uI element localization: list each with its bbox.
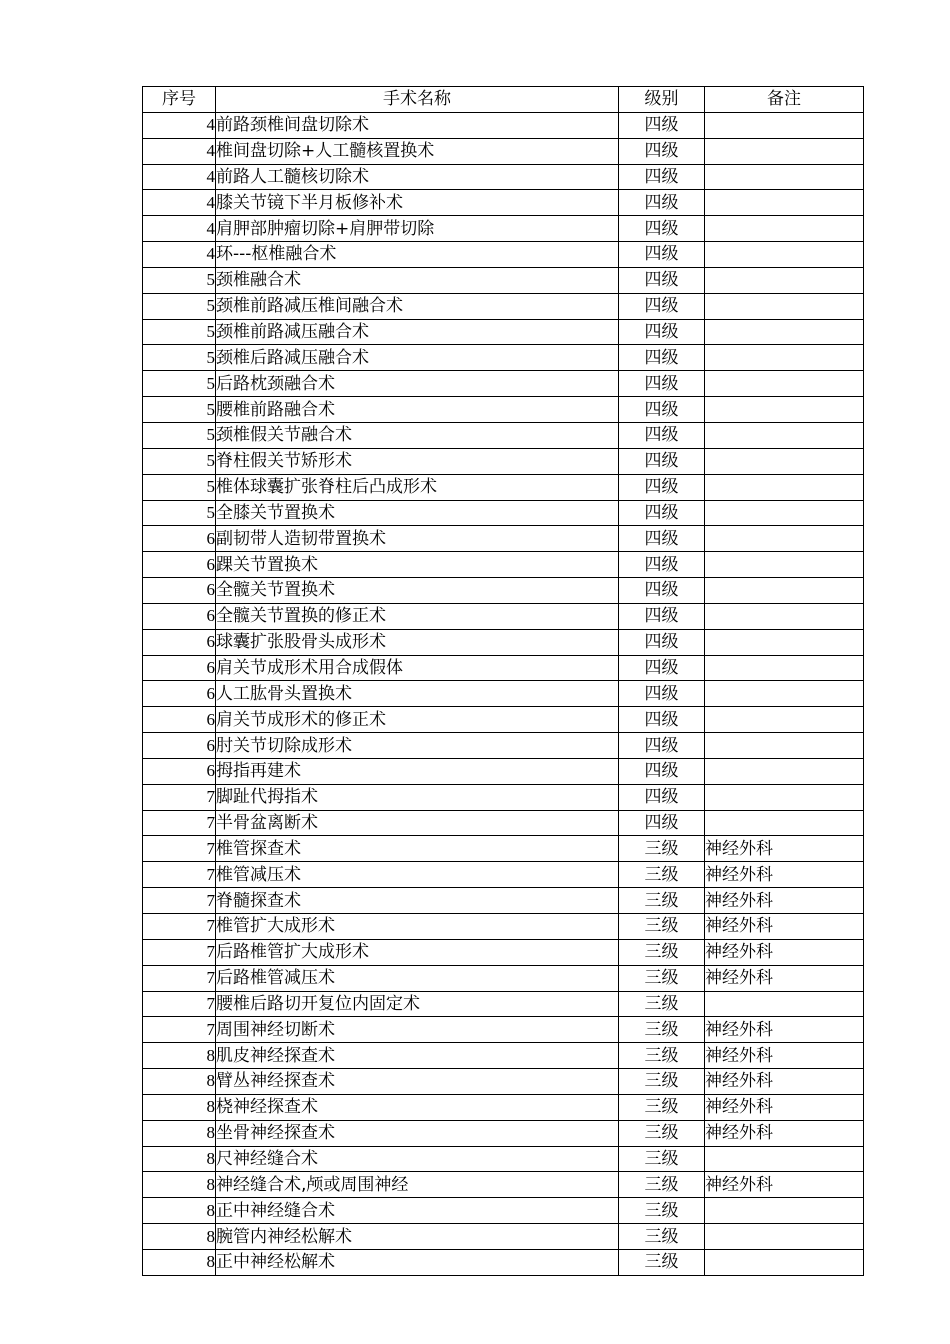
cell-surgery-name: 正中神经松解术: [216, 1249, 619, 1275]
table-row: [143, 112, 864, 138]
cell-note: 神经外科: [705, 888, 864, 914]
table-row: [143, 939, 864, 965]
cell-seq: 6: [143, 758, 216, 784]
cell-seq: 6: [143, 629, 216, 655]
cell-level: 四级: [619, 810, 705, 836]
cell-seq: 8: [143, 1249, 216, 1275]
table-row: [143, 629, 864, 655]
cell-level: 三级: [619, 888, 705, 914]
cell-seq: 7: [143, 939, 216, 965]
cell-note: 神经外科: [705, 1069, 864, 1095]
table-row: [143, 707, 864, 733]
table-row: [143, 681, 864, 707]
cell-seq: 4: [143, 216, 216, 242]
table-row: [143, 1198, 864, 1224]
cell-level: 四级: [619, 138, 705, 164]
table-row: [143, 474, 864, 500]
cell-note: 神经外科: [705, 914, 864, 940]
header-name: 手术名称: [216, 87, 619, 113]
cell-surgery-name: 桡神经探查术: [216, 1094, 619, 1120]
cell-surgery-name: 颈椎后路减压融合术: [216, 345, 619, 371]
cell-level: 四级: [619, 733, 705, 759]
table-row: [143, 552, 864, 578]
cell-seq: 5: [143, 267, 216, 293]
table-row: [143, 371, 864, 397]
table-row: [143, 888, 864, 914]
cell-note: 神经外科: [705, 1094, 864, 1120]
cell-seq: 7: [143, 991, 216, 1017]
table-row: [143, 293, 864, 319]
cell-seq: 8: [143, 1198, 216, 1224]
cell-surgery-name: 后路枕颈融合术: [216, 371, 619, 397]
cell-seq: 5: [143, 293, 216, 319]
cell-level: 四级: [619, 707, 705, 733]
cell-surgery-name: 环---枢椎融合术: [216, 242, 619, 268]
table-row: [143, 836, 864, 862]
cell-seq: 5: [143, 319, 216, 345]
cell-level: 四级: [619, 448, 705, 474]
cell-seq: 7: [143, 810, 216, 836]
cell-surgery-name: 全髋关节置换术: [216, 578, 619, 604]
cell-surgery-name: 球囊扩张股骨头成形术: [216, 629, 619, 655]
cell-level: 三级: [619, 965, 705, 991]
cell-level: 三级: [619, 914, 705, 940]
table-row: [143, 578, 864, 604]
cell-seq: 8: [143, 1146, 216, 1172]
cell-note: [705, 655, 864, 681]
cell-note: [705, 758, 864, 784]
cell-seq: 8: [143, 1172, 216, 1198]
cell-surgery-name: 腕管内神经松解术: [216, 1224, 619, 1250]
cell-level: 三级: [619, 1249, 705, 1275]
cell-surgery-name: 椎体球囊扩张脊柱后凸成形术: [216, 474, 619, 500]
cell-note: [705, 629, 864, 655]
cell-surgery-name: 椎管探查术: [216, 836, 619, 862]
cell-note: [705, 319, 864, 345]
cell-level: 四级: [619, 190, 705, 216]
cell-seq: 4: [143, 138, 216, 164]
cell-surgery-name: 肩关节成形术的修正术: [216, 707, 619, 733]
table-row: [143, 190, 864, 216]
cell-surgery-name: 前路颈椎间盘切除术: [216, 112, 619, 138]
cell-level: 三级: [619, 862, 705, 888]
cell-surgery-name: 尺神经缝合术: [216, 1146, 619, 1172]
cell-level: 三级: [619, 1172, 705, 1198]
table-row: [143, 1249, 864, 1275]
cell-surgery-name: 肩关节成形术用合成假体: [216, 655, 619, 681]
table-row: [143, 965, 864, 991]
cell-level: 四级: [619, 681, 705, 707]
cell-surgery-name: 全髋关节置换的修正术: [216, 603, 619, 629]
table-row: [143, 810, 864, 836]
cell-note: 神经外科: [705, 836, 864, 862]
table-row: [143, 862, 864, 888]
cell-note: [705, 707, 864, 733]
cell-surgery-name: 脚趾代拇指术: [216, 784, 619, 810]
cell-seq: 6: [143, 655, 216, 681]
cell-seq: 5: [143, 448, 216, 474]
cell-level: 四级: [619, 603, 705, 629]
cell-seq: 4: [143, 112, 216, 138]
cell-seq: 8: [143, 1094, 216, 1120]
cell-level: 四级: [619, 371, 705, 397]
cell-surgery-name: 后路椎管扩大成形术: [216, 939, 619, 965]
table-row: [143, 603, 864, 629]
cell-surgery-name: 人工肱骨头置换术: [216, 681, 619, 707]
cell-surgery-name: 脊柱假关节矫形术: [216, 448, 619, 474]
cell-surgery-name: 颈椎前路减压椎间融合术: [216, 293, 619, 319]
cell-note: [705, 552, 864, 578]
cell-surgery-name: 拇指再建术: [216, 758, 619, 784]
cell-surgery-name: 神经缝合术,颅或周围神经: [216, 1172, 619, 1198]
cell-seq: 5: [143, 422, 216, 448]
cell-surgery-name: 全膝关节置换术: [216, 500, 619, 526]
cell-surgery-name: 臂丛神经探查术: [216, 1069, 619, 1095]
cell-note: [705, 216, 864, 242]
cell-surgery-name: 脊髓探查术: [216, 888, 619, 914]
cell-surgery-name: 前路人工髓核切除术: [216, 164, 619, 190]
cell-level: 四级: [619, 422, 705, 448]
cell-level: 三级: [619, 1017, 705, 1043]
cell-seq: 5: [143, 397, 216, 423]
surgery-table: [142, 86, 864, 1276]
cell-level: 四级: [619, 293, 705, 319]
table-row: [143, 991, 864, 1017]
cell-seq: 7: [143, 965, 216, 991]
cell-level: 三级: [619, 1224, 705, 1250]
cell-surgery-name: 腰椎后路切开复位内固定术: [216, 991, 619, 1017]
cell-surgery-name: 肌皮神经探查术: [216, 1043, 619, 1069]
cell-surgery-name: 肘关节切除成形术: [216, 733, 619, 759]
cell-note: 神经外科: [705, 965, 864, 991]
cell-level: 四级: [619, 655, 705, 681]
cell-level: 三级: [619, 1043, 705, 1069]
table-row: [143, 526, 864, 552]
table-row: [143, 319, 864, 345]
table-row: [143, 1017, 864, 1043]
table-row: [143, 164, 864, 190]
cell-note: [705, 991, 864, 1017]
table-row: [143, 1043, 864, 1069]
cell-level: 四级: [619, 784, 705, 810]
table-row: [143, 914, 864, 940]
cell-surgery-name: 椎管减压术: [216, 862, 619, 888]
cell-note: [705, 448, 864, 474]
cell-surgery-name: 踝关节置换术: [216, 552, 619, 578]
cell-level: 四级: [619, 319, 705, 345]
table-body: [143, 112, 864, 1275]
table-row: [143, 1120, 864, 1146]
cell-note: 神经外科: [705, 1043, 864, 1069]
cell-note: 神经外科: [705, 862, 864, 888]
cell-note: [705, 1249, 864, 1275]
cell-level: 四级: [619, 164, 705, 190]
cell-surgery-name: 半骨盆离断术: [216, 810, 619, 836]
cell-surgery-name: 颈椎假关节融合术: [216, 422, 619, 448]
cell-seq: 8: [143, 1224, 216, 1250]
header-row: [143, 87, 864, 113]
cell-seq: 8: [143, 1120, 216, 1146]
cell-surgery-name: 后路椎管减压术: [216, 965, 619, 991]
cell-seq: 4: [143, 190, 216, 216]
table-row: [143, 422, 864, 448]
cell-note: 神经外科: [705, 1017, 864, 1043]
table-row: [143, 500, 864, 526]
cell-level: 四级: [619, 397, 705, 423]
cell-level: 三级: [619, 1146, 705, 1172]
cell-seq: 6: [143, 578, 216, 604]
cell-level: 四级: [619, 758, 705, 784]
cell-level: 三级: [619, 1120, 705, 1146]
cell-seq: 7: [143, 862, 216, 888]
cell-level: 四级: [619, 578, 705, 604]
cell-note: [705, 242, 864, 268]
cell-surgery-name: 腰椎前路融合术: [216, 397, 619, 423]
cell-level: 三级: [619, 1069, 705, 1095]
cell-level: 三级: [619, 991, 705, 1017]
cell-note: [705, 810, 864, 836]
cell-note: [705, 371, 864, 397]
table-row: [143, 1224, 864, 1250]
cell-surgery-name: 椎管扩大成形术: [216, 914, 619, 940]
cell-seq: 6: [143, 707, 216, 733]
cell-seq: 4: [143, 242, 216, 268]
cell-surgery-name: 颈椎融合术: [216, 267, 619, 293]
cell-note: [705, 397, 864, 423]
table-row: [143, 758, 864, 784]
cell-surgery-name: 肩胛部肿瘤切除+肩胛带切除: [216, 216, 619, 242]
cell-note: [705, 422, 864, 448]
cell-level: 四级: [619, 242, 705, 268]
table-row: [143, 397, 864, 423]
cell-note: [705, 190, 864, 216]
cell-note: [705, 267, 864, 293]
cell-note: [705, 578, 864, 604]
cell-level: 四级: [619, 345, 705, 371]
cell-seq: 7: [143, 1017, 216, 1043]
cell-note: [705, 784, 864, 810]
cell-level: 四级: [619, 526, 705, 552]
cell-seq: 6: [143, 681, 216, 707]
table-row: [143, 267, 864, 293]
cell-note: 神经外科: [705, 1172, 864, 1198]
table-row: [143, 655, 864, 681]
cell-seq: 8: [143, 1069, 216, 1095]
cell-note: [705, 1224, 864, 1250]
table-row: [143, 1146, 864, 1172]
cell-seq: 5: [143, 345, 216, 371]
cell-note: [705, 681, 864, 707]
cell-note: 神经外科: [705, 939, 864, 965]
table-row: [143, 1069, 864, 1095]
cell-surgery-name: 周围神经切断术: [216, 1017, 619, 1043]
table-row: [143, 138, 864, 164]
cell-level: 三级: [619, 939, 705, 965]
cell-level: 三级: [619, 836, 705, 862]
cell-level: 三级: [619, 1198, 705, 1224]
table-row: [143, 784, 864, 810]
cell-seq: 6: [143, 603, 216, 629]
cell-level: 四级: [619, 474, 705, 500]
cell-note: [705, 603, 864, 629]
cell-note: [705, 164, 864, 190]
cell-note: [705, 293, 864, 319]
cell-seq: 5: [143, 474, 216, 500]
cell-level: 四级: [619, 267, 705, 293]
cell-level: 四级: [619, 552, 705, 578]
header-level: 级别: [619, 87, 705, 113]
table-row: [143, 345, 864, 371]
cell-note: [705, 526, 864, 552]
cell-note: [705, 345, 864, 371]
cell-seq: 4: [143, 164, 216, 190]
cell-level: 四级: [619, 112, 705, 138]
cell-surgery-name: 副韧带人造韧带置换术: [216, 526, 619, 552]
cell-seq: 5: [143, 371, 216, 397]
table-row: [143, 1172, 864, 1198]
cell-note: [705, 1146, 864, 1172]
table-row: [143, 242, 864, 268]
cell-surgery-name: 椎间盘切除+人工髓核置换术: [216, 138, 619, 164]
cell-seq: 8: [143, 1043, 216, 1069]
cell-level: 四级: [619, 629, 705, 655]
table-row: [143, 216, 864, 242]
cell-surgery-name: 坐骨神经探查术: [216, 1120, 619, 1146]
cell-seq: 7: [143, 888, 216, 914]
table-row: [143, 1094, 864, 1120]
cell-note: [705, 1198, 864, 1224]
cell-note: [705, 112, 864, 138]
cell-seq: 7: [143, 784, 216, 810]
cell-seq: 6: [143, 552, 216, 578]
cell-level: 三级: [619, 1094, 705, 1120]
cell-level: 四级: [619, 216, 705, 242]
cell-seq: 7: [143, 914, 216, 940]
cell-note: [705, 733, 864, 759]
table-row: [143, 733, 864, 759]
cell-seq: 7: [143, 836, 216, 862]
table-row: [143, 448, 864, 474]
cell-surgery-name: 膝关节镜下半月板修补术: [216, 190, 619, 216]
cell-level: 四级: [619, 500, 705, 526]
cell-note: [705, 474, 864, 500]
cell-note: 神经外科: [705, 1120, 864, 1146]
cell-seq: 5: [143, 500, 216, 526]
cell-surgery-name: 正中神经缝合术: [216, 1198, 619, 1224]
header-seq: 序号: [143, 87, 216, 113]
cell-seq: 6: [143, 526, 216, 552]
cell-surgery-name: 颈椎前路减压融合术: [216, 319, 619, 345]
cell-seq: 6: [143, 733, 216, 759]
header-note: 备注: [705, 87, 864, 113]
cell-note: [705, 500, 864, 526]
cell-note: [705, 138, 864, 164]
